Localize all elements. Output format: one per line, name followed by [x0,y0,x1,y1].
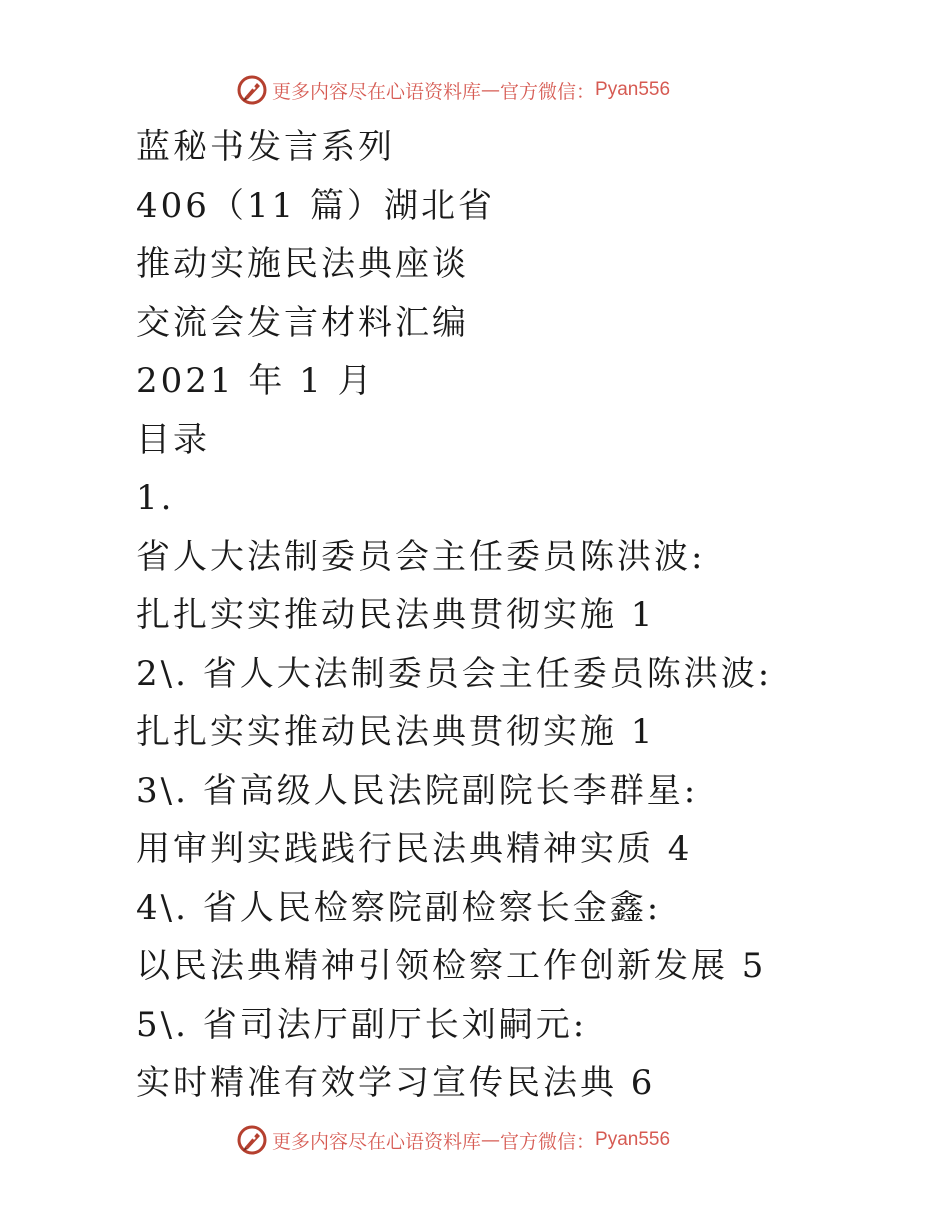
pen-logo-icon [236,1124,268,1156]
toc-entry-1-title: 扎扎实实推动民法典贯彻实施 1 [136,595,656,635]
toc-entry-4-title: 以民法典精神引领检察工作创新发展 5 [136,946,767,986]
document-title-line-2: 交流会发言材料汇编 [136,302,469,343]
watermark-label: 官方微信： [500,80,596,103]
watermark-separator: — [481,1129,501,1151]
toc-entry-1-number: 1. [136,478,175,518]
watermark-id: Pyan556 [595,79,671,100]
toc-entry-5-title: 实时精准有效学习宣传民法典 6 [136,1063,656,1103]
toc-entry-4-speaker: 4\. 省人民检察院副检察长金鑫: [136,887,662,928]
footer-watermark [236,1123,670,1157]
toc-entry-2-speaker: 2\. 省人大法制委员会主任委员陈洪波: [136,653,773,694]
watermark-text: 更多内容尽在心语资料库 [272,1130,482,1153]
toc-entry-5-speaker: 5\. 省司法厅副厅长刘嗣元: [136,1004,588,1045]
watermark-separator: — [481,79,501,101]
issue-title: 406（11 篇）湖北省 [136,185,495,226]
series-title: 蓝秘书发言系列 [136,127,395,167]
toc-entry-1-speaker: 省人大法制委员会主任委员陈洪波: [136,536,706,577]
document-date: 2021 年 1 月 [136,361,375,401]
toc-entry-3-speaker: 3\. 省高级人民法院副院长李群星: [136,770,699,811]
toc-heading: 目录 [136,419,210,460]
toc-entry-2-title: 扎扎实实推动民法典贯彻实施 1 [136,712,656,752]
header-watermark [236,73,670,107]
toc-entry-3-title: 用审判实践践行民法典精神实质 4 [136,829,693,869]
watermark-label: 官方微信： [500,1130,596,1153]
watermark-id: Pyan556 [595,1129,671,1150]
document-title-line-1: 推动实施民法典座谈 [136,244,469,284]
document-body [136,125,916,1120]
watermark-text: 更多内容尽在心语资料库 [272,80,482,103]
pen-logo-icon [236,74,268,106]
